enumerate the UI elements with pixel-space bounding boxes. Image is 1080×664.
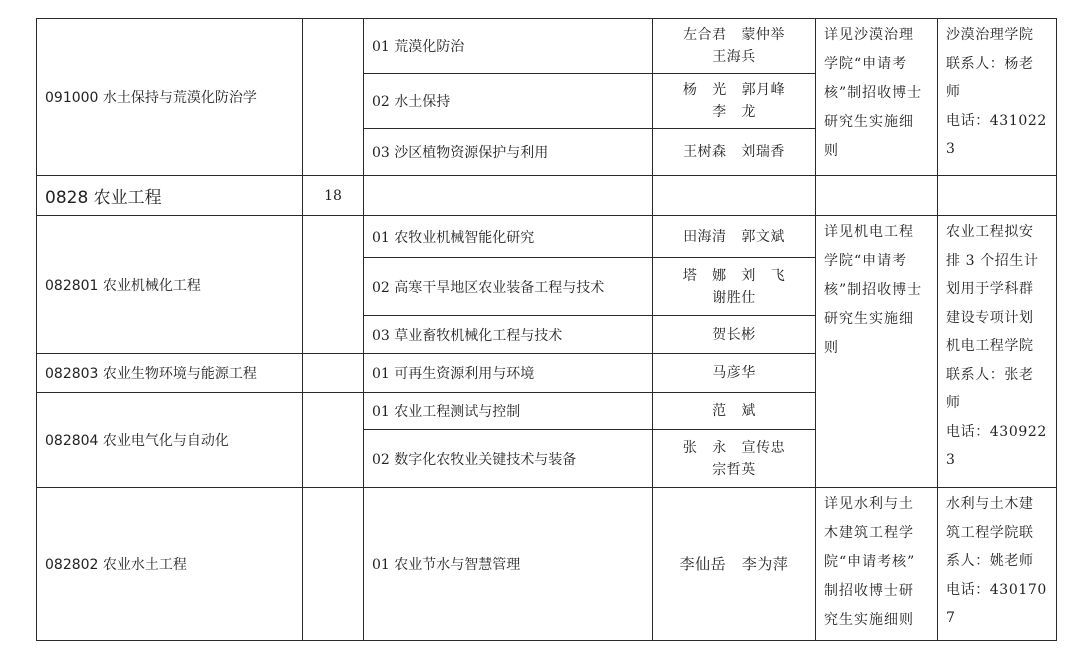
table-border-bottom bbox=[36, 640, 1057, 641]
exam-method-note bbox=[816, 490, 937, 635]
note-line: 研究生实施细 bbox=[824, 114, 914, 130]
note-line: 究生实施细则 bbox=[824, 612, 914, 628]
remark-line: 沙漠治理学院 bbox=[946, 27, 1034, 43]
discipline-name: 082801 农业机械化工程 bbox=[45, 277, 201, 294]
supervisor-line: 马彦华 bbox=[712, 365, 756, 381]
remark-line: 机电工程学院 bbox=[946, 338, 1034, 354]
remark-line: 系人：姚老师 bbox=[946, 553, 1034, 569]
supervisor-line: 范 斌 bbox=[712, 403, 756, 419]
research-direction: 02 水土保持 bbox=[372, 94, 451, 110]
column-divider bbox=[302, 18, 303, 640]
note-line: 木建筑工程学 bbox=[824, 525, 914, 541]
remarks-contact bbox=[938, 21, 1056, 164]
discipline-name: 082803 农业生物环境与能源工程 bbox=[45, 366, 257, 382]
remark-line: 联系人：杨老师 bbox=[946, 55, 1034, 100]
research-direction: 03 草业畜牧机械化工程与技术 bbox=[372, 327, 563, 344]
note-line: 制招收博士研 bbox=[824, 583, 914, 599]
exam-method-note bbox=[816, 21, 937, 166]
remark-line: 水利与土木建 bbox=[946, 496, 1034, 512]
discipline-name: 091000 水土保持与荒漠化防治学 bbox=[45, 90, 257, 106]
research-direction: 01 荒漠化防治 bbox=[372, 39, 465, 55]
remark-line: 建设专项计划 bbox=[946, 309, 1034, 326]
table-border-right bbox=[1056, 18, 1057, 640]
supervisor-names bbox=[653, 74, 815, 128]
remark-line: 划用于学科群 bbox=[946, 281, 1034, 297]
note-line: 则 bbox=[824, 143, 839, 159]
note-line: 则 bbox=[824, 340, 839, 356]
supervisor-line: 王树森 刘瑞香 bbox=[683, 144, 785, 160]
remarks-contact bbox=[938, 490, 1056, 633]
supervisor-line: 塔 娜 刘 飞 bbox=[682, 267, 786, 284]
supervisor-line: 谢胜仕 bbox=[712, 289, 756, 306]
note-line: 详见沙漠治理 bbox=[824, 27, 914, 43]
remark-line: 排 3 个招生计 bbox=[946, 252, 1039, 269]
supervisor-names bbox=[653, 19, 815, 73]
supervisor-names bbox=[653, 430, 815, 487]
research-direction: 01 农业工程测试与控制 bbox=[372, 404, 521, 420]
note-line: 研究生实施细 bbox=[824, 311, 914, 327]
remark-line: 联系人：张老师 bbox=[946, 366, 1034, 411]
remark-line: 筑工程学院联 bbox=[946, 524, 1034, 541]
note-line: 详见水利与土 bbox=[824, 496, 914, 512]
remark-line: 电话：4309223 bbox=[946, 423, 1047, 468]
supervisor-line: 杨 光 郭月峰 bbox=[682, 82, 786, 98]
note-line: 核”制招收博士 bbox=[824, 85, 923, 101]
supervisor-line: 李仙岳 李为萍 bbox=[679, 555, 789, 573]
discipline-name: 082802 农业水土工程 bbox=[45, 557, 187, 573]
supervisor-line: 左合君 蒙仲举 bbox=[683, 27, 785, 43]
supervisor-line: 田海清 郭文斌 bbox=[683, 228, 785, 245]
note-line: 学院“申请考 bbox=[824, 253, 908, 269]
supervisor-line: 张 永 宣传忠 bbox=[682, 439, 786, 456]
remark-line: 电话：4310223 bbox=[946, 112, 1047, 157]
research-direction: 02 高寒干旱地区农业装备工程与技术 bbox=[372, 279, 605, 296]
supervisor-names bbox=[653, 393, 815, 429]
research-direction: 03 沙区植物资源保护与利用 bbox=[372, 145, 549, 161]
note-line: 核”制招收博士 bbox=[824, 282, 923, 298]
remark-line: 电话：4301707 bbox=[946, 581, 1047, 626]
supervisor-names bbox=[653, 316, 815, 353]
supervisor-line: 李 龙 bbox=[712, 104, 756, 120]
exam-method-note bbox=[816, 218, 937, 363]
supervisor-line: 王海兵 bbox=[712, 49, 756, 65]
research-direction: 01 农业节水与智慧管理 bbox=[372, 557, 521, 573]
discipline-name: 0828 农业工程 bbox=[45, 188, 162, 208]
note-line: 院“申请考核” bbox=[824, 554, 916, 570]
enrollment-count: 18 bbox=[324, 187, 342, 204]
remark-line: 农业工程拟安 bbox=[946, 224, 1034, 240]
note-line: 学院“申请考 bbox=[824, 56, 908, 72]
discipline-name: 082804 农业电气化与自动化 bbox=[45, 433, 229, 449]
remarks-contact bbox=[938, 218, 1056, 475]
supervisor-names bbox=[653, 216, 815, 257]
supervisor-names bbox=[653, 258, 815, 315]
note-line: 详见机电工程 bbox=[824, 224, 914, 240]
supervisor-line: 宗哲英 bbox=[712, 461, 756, 478]
supervisor-names bbox=[653, 488, 815, 640]
research-direction: 02 数字化农牧业关键技术与装备 bbox=[372, 451, 577, 468]
supervisor-line: 贺长彬 bbox=[712, 326, 756, 343]
research-direction: 01 可再生资源利用与环境 bbox=[372, 366, 535, 382]
research-direction: 01 农牧业机械智能化研究 bbox=[372, 229, 535, 246]
supervisor-names bbox=[653, 129, 815, 175]
supervisor-names bbox=[653, 354, 815, 392]
